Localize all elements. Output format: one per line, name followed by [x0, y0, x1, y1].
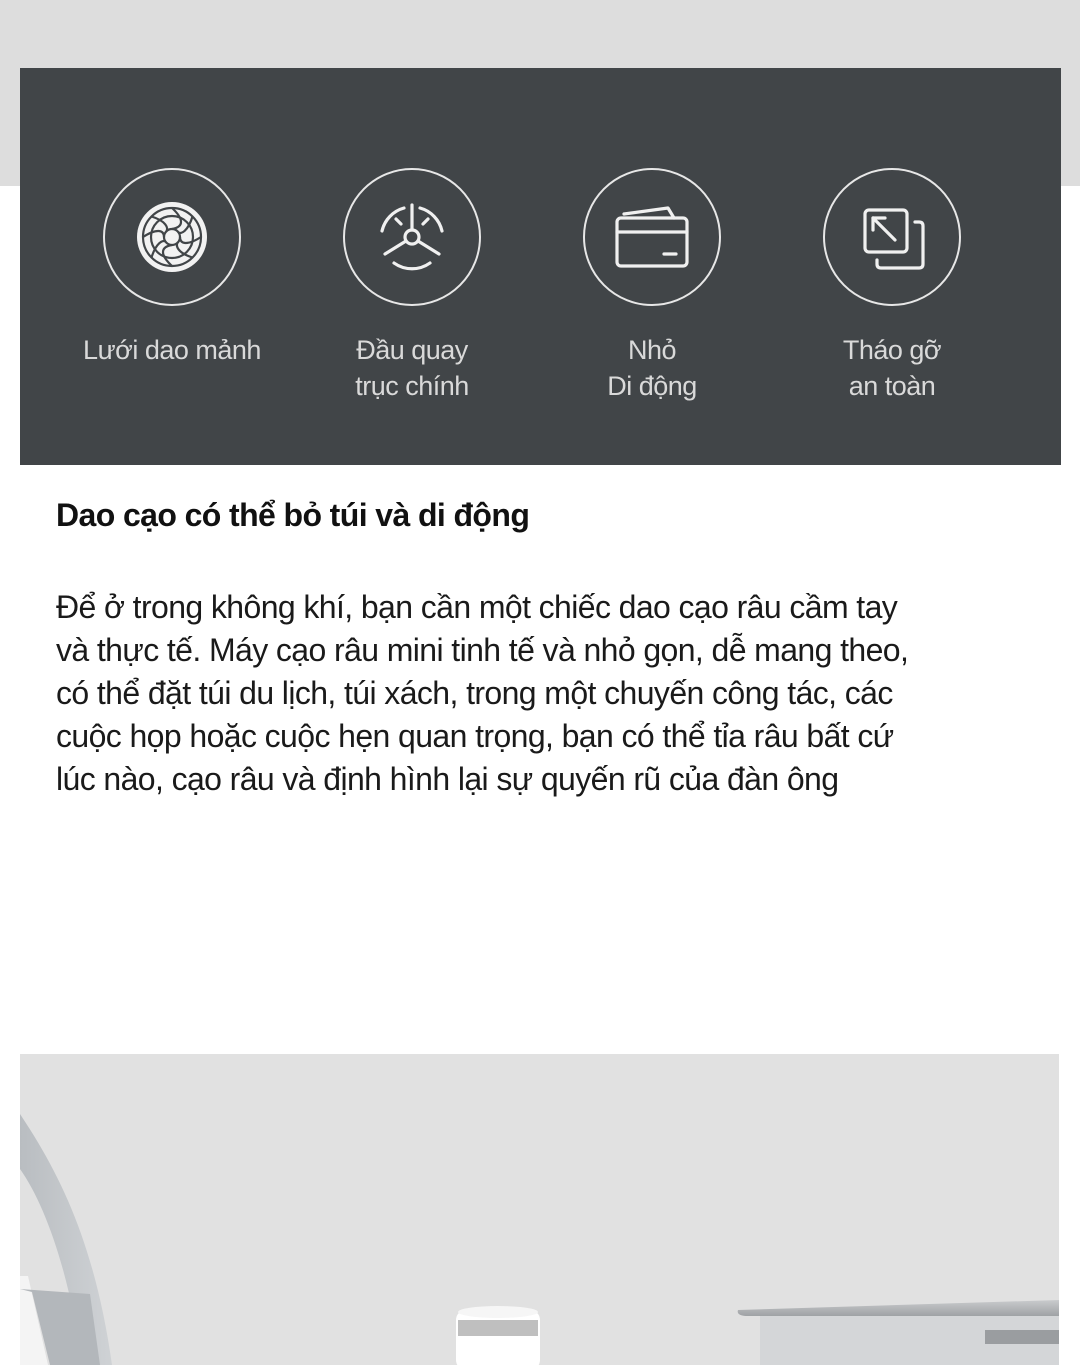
feature-label — [772, 332, 1012, 404]
feature-label-line: Tháo gỡ — [842, 335, 942, 365]
shaver-shape — [456, 1306, 540, 1365]
mesh-blade-icon — [134, 199, 210, 275]
feature-rotating-head — [292, 168, 532, 404]
body-line: lúc nào, cạo râu và định hình lại sự quyến rũ của đàn ông — [56, 761, 839, 797]
feature-label-line: Đầu quay — [356, 335, 468, 365]
feature-label — [52, 332, 292, 368]
section-body — [56, 586, 956, 801]
feature-label — [292, 332, 532, 404]
feature-label-line: Di động — [607, 371, 697, 401]
feature-label-line: an toàn — [848, 371, 936, 401]
feature-icon-circle — [823, 168, 961, 306]
product-photo-illustration — [20, 1054, 1059, 1365]
detach-icon — [857, 202, 927, 272]
wallet-icon — [612, 202, 692, 272]
feature-icon-circle — [103, 168, 241, 306]
feature-small-portable — [532, 168, 772, 404]
rotating-head-icon — [374, 199, 450, 275]
feature-label-line: Nhỏ — [627, 335, 677, 365]
feature-panel — [20, 68, 1061, 465]
feature-icon-circle — [583, 168, 721, 306]
feature-label — [532, 332, 772, 404]
product-photo — [20, 1054, 1059, 1365]
body-line: và thực tế. Máy cạo râu mini tinh tế và nhỏ gọn, dễ mang theo, — [56, 632, 909, 668]
feature-label-line: trục chính — [355, 371, 469, 401]
laptop-shape — [738, 1300, 1059, 1365]
feature-safe-removal — [772, 168, 1012, 404]
feature-icon-circle — [343, 168, 481, 306]
body-line: cuộc họp hoặc cuộc hẹn quan trọng, bạn có thể tỉa râu bất cứ — [56, 718, 894, 754]
feature-thin-mesh — [52, 168, 292, 368]
body-line: Để ở trong không khí, bạn cần một chiếc dao cạo râu cầm tay — [56, 589, 898, 625]
section-headline: Dao cạo có thể bỏ túi và di động — [56, 497, 530, 533]
body-line: có thể đặt túi du lịch, túi xách, trong một chuyến công tác, các — [56, 675, 893, 711]
feature-label-line: Lưới dao mảnh — [83, 335, 261, 365]
